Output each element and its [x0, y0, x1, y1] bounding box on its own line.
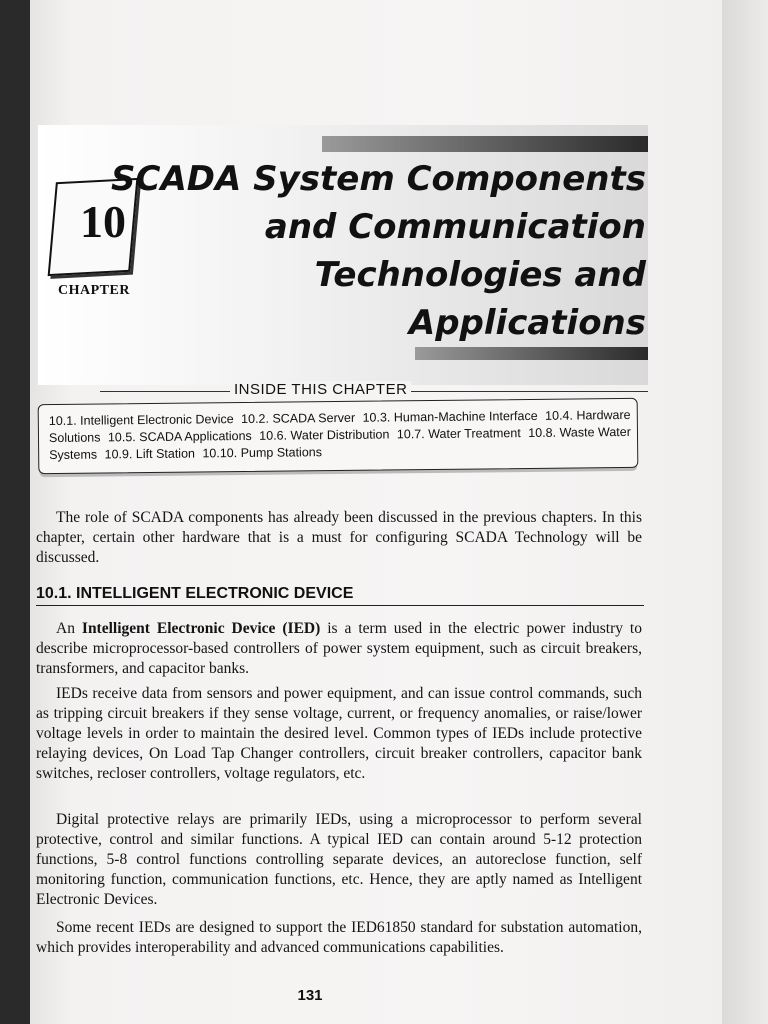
paragraph-text: An — [56, 620, 82, 637]
contents-item: 10.8. Waste Water Systems — [49, 424, 631, 463]
chapter-title-line: SCADA System Components — [111, 159, 646, 199]
contents-item: 10.9. Lift Station — [104, 446, 196, 462]
section-paragraph: IEDs receive data from sensors and power equipment, and can issue control commands, such as tripping circuit breakers if they sense voltage, current, or frequency anomalies, or raise/lower voltage levels in order to maintain the desired level. Common types of IEDs include protective relaying devices, On Load Tap Changer controllers, circuit breaker controllers, capacitor bank switches, recloser controllers, voltage regulators, etc. — [36, 685, 642, 782]
section-heading: 10.1. INTELLIGENT ELECTRONIC DEVICE — [36, 585, 354, 602]
section-paragraph: Digital protective relays are primarily IEDs, using a microprocessor to perform several protective, control and similar functions. A typical IED can contain around 5-12 protection functions, 5-8 control functions controlling separate devices, an autoreclose function, self monitoring function, communication functions, etc. Hence, they are aptly named as Intelligent Electronic Devices. — [36, 811, 642, 908]
header-stripe-bottom — [415, 347, 648, 360]
contents-item: 10.5. SCADA Applications — [107, 428, 252, 445]
contents-item: 10.2. SCADA Server — [241, 410, 356, 427]
section-paragraph — [36, 619, 642, 679]
contents-item: 10.7. Water Treatment — [396, 426, 521, 442]
contents-item: 10.10. Pump Stations — [202, 445, 323, 461]
book-page — [30, 0, 730, 1024]
intro-paragraph: The role of SCADA components has already been discussed in the previous chapters. In this chapter, certain other hardware that is a must for configuring SCADA Technology will be discussed. — [36, 509, 642, 566]
chapter-title-line: and Communication — [264, 207, 646, 247]
chapter-title — [86, 155, 646, 347]
inside-chapter-heading: INSIDE THIS CHAPTER — [230, 381, 411, 398]
contents-item: 10.6. Water Distribution — [259, 427, 390, 443]
contents-item: 10.1. Intelligent Electronic Device — [48, 412, 234, 429]
page-number: 131 — [297, 987, 323, 1004]
section-rule — [36, 605, 644, 606]
ied-term: Intelligent Electronic Device (IED) — [81, 620, 321, 637]
header-stripe-top — [322, 136, 648, 152]
chapter-title-line: Technologies and — [314, 255, 646, 295]
paragraph-text: is a term used in the electric power industry to describe microprocessor-based controllers of power system equipment, such as circuit breakers, transformers, and capacitor banks. — [36, 620, 642, 677]
chapter-number: 10 — [80, 196, 126, 247]
inside-chapter-contents — [38, 398, 639, 474]
chapter-title-line: Applications — [408, 303, 646, 343]
contents-item: 10.3. Human-Machine Interface — [362, 408, 538, 425]
page-edge-shadow — [722, 0, 768, 1024]
section-paragraph: Some recent IEDs are designed to support the IED61850 standard for substation automation, which provides interoperability and advanced communications capabilities. — [36, 919, 642, 956]
contents-item: 10.4. Hardware Solutions — [48, 407, 631, 446]
chapter-label: CHAPTER — [58, 283, 130, 298]
